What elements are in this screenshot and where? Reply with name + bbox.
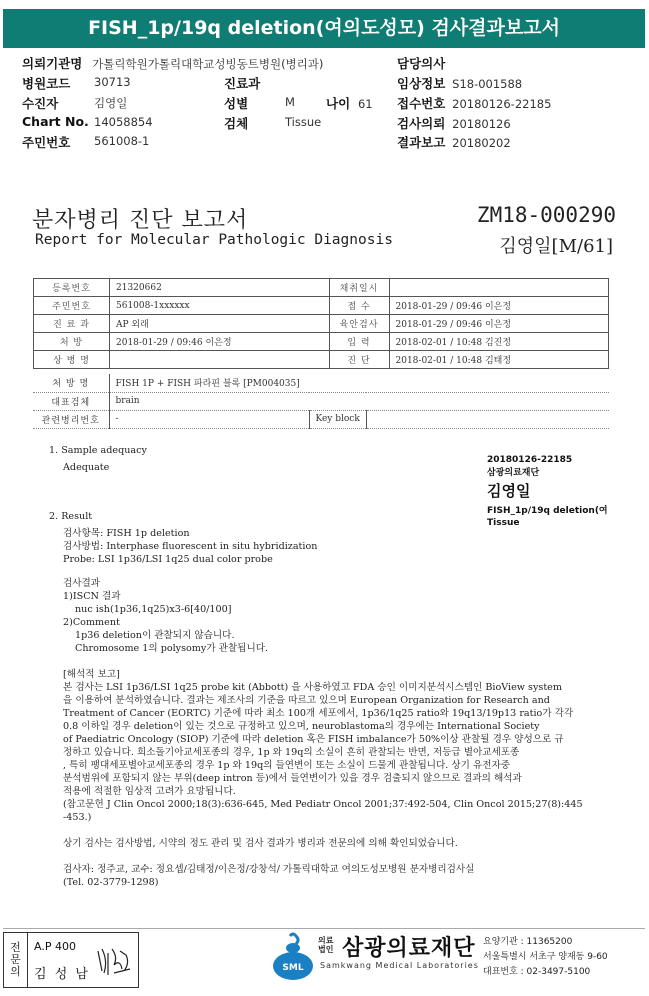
sex-value: M <box>285 95 295 109</box>
addr-line: 요양기관 : 11365200 <box>483 937 573 947</box>
result-title: 검사결과 <box>63 578 101 589</box>
specialist-ap: A.P 400 <box>34 940 76 953</box>
header-clinical: 임상정보 S18-001588 <box>397 76 523 91</box>
comment-line-1: 1p36 deletion이 관찰되지 않습니다. <box>75 630 235 641</box>
comment-line-2: Chromosome 1의 polysomy가 관찰됩니다. <box>75 643 269 654</box>
comment-title: 2)Comment <box>63 617 120 628</box>
test-item: 검사항목: FISH 1p deletion <box>63 528 190 539</box>
interp-line: , 특히 팽대세포별아교세포종의 경우 1p 와 19q의 들연변이 또는 소실이 드물게 관찰됩니다. 상기 유전자중 <box>63 760 511 771</box>
zm-number: ZM18-000290 <box>476 203 616 227</box>
hosp-code-value: 30713 <box>94 75 131 89</box>
examiner: 검사자: 정주교, 교수: 정요셉/김태정/이은정/강창석/ 가톨릭대학교 여의도성모병원 분자병리검사실 <box>63 864 475 875</box>
signature-image <box>94 943 134 979</box>
header-sex: 성별 <box>224 96 249 111</box>
specialist-box <box>3 932 139 988</box>
test-probe: Probe: LSI 1p36/LSI 1q25 dual color probe <box>63 554 273 565</box>
header-dept: 진료과 <box>224 76 261 91</box>
chart-value: 14058854 <box>94 115 153 129</box>
table-row: 진 료 과 AP 외래 육안검사 2018-01-29 / 09:46 이은정 <box>34 315 609 333</box>
section-result: 2. Result <box>49 511 93 522</box>
page-title: FISH_1p/19q deletion(여의도성모) 검사결과보고서 <box>3 9 645 48</box>
specimen-label-stamp: 20180126-22185 삼광의료재단 김영일 FISH_1p/19q deletion(여 Tissue <box>487 455 608 528</box>
interp-line: -453.) <box>63 812 92 823</box>
interp-line: of Paediatric Oncology (SIOP) 기준에 따라 deletion 혹은 FISH imbalance가 50%이상 관찰될 경우 양성으로 규 <box>63 734 564 745</box>
patient-value: 김영일 <box>94 96 128 110</box>
interp-line: 을 이용하여 분석하였습니다. 결과는 제조사의 기준을 따르고 있으며 European Organization for Research and <box>63 695 550 706</box>
header-req-date: 검사의뢰 20180126 <box>397 116 511 131</box>
table-row: 상 병 명 진 단 2018-02-01 / 10:48 김태정 <box>34 351 609 369</box>
sml-logo-icon <box>270 930 316 982</box>
id-value: 561008-1 <box>94 134 150 148</box>
interp-line: 정하고 있습니다. 희소돌기아교세포종의 경우, 1p 와 19q의 소실이 흔히 관찰되는 반면, 저등급 별아교세포종 <box>63 747 520 758</box>
logo-small-label: 의료 법인 <box>318 936 334 954</box>
iscn-title: 1)ISCN 결과 <box>63 591 121 602</box>
footer-address <box>483 935 608 980</box>
table-row: 처 방 2018-01-29 / 09:46 이은정 입 력 2018-02-01 / 10:48 김진정 <box>34 333 609 351</box>
report-title-en: Report for Molecular Pathologic Diagnosis <box>35 232 393 248</box>
interp-line: 0.8 이하일 경우 deletion이 있는 것으로 규정하고 있으며, neuroblastoma의 경우에는 International Society <box>63 721 540 732</box>
header-age: 나이 61 <box>326 96 373 111</box>
interp-line: 적용에 적절한 임상적 고려가 요망됩니다. <box>63 786 236 797</box>
logo-name: 삼광의료재단 <box>342 936 476 961</box>
interp-line: Treatment of Cancer (EORTC) 기준에 따라 최소 100개 세포에서, 1p36/1q25 ratio와 19q13/19p13 ratio가 각각 <box>63 708 574 719</box>
specialist-name: 김 성 남 <box>34 967 90 982</box>
svg-text:SML: SML <box>282 963 304 973</box>
report-title-ko: 분자병리 진단 보고서 <box>32 208 249 233</box>
confirm-statement: 상기 검사는 검사방법, 시약의 정도 관리 및 검사 결과가 병리과 전문의에 의해 확인되었습니다. <box>63 838 458 849</box>
interp-title: [해석적 보고] <box>63 669 120 680</box>
iscn-value: nuc ish(1p36,1q25)x3-6[40/100] <box>75 604 232 615</box>
header-doctor: 담당의사 <box>397 56 446 71</box>
header-patient: 수진자 <box>22 96 59 111</box>
info-table <box>33 278 609 369</box>
table-row: 처 방 명 FISH 1P + FISH 파라핀 블록 [PM004035] <box>33 374 609 392</box>
interp-line: 본 검사는 LSI 1p36/LSI 1q25 probe kit (Abbott) 을 사용하였고 FDA 승인 이미지분석시스템인 BioView system <box>63 682 562 693</box>
logo-en: Samkwang Medical Laboratories <box>320 961 479 970</box>
test-method: 검사방법: Interphase fluorescent in situ hybridization <box>63 541 318 552</box>
interp-line: 분석범위에 포함되지 않는 부위(deep intron 등)에서 들연변이가 있을 경우 검출되지 않으므로 결과의 해석과 <box>63 773 522 784</box>
header-id: 주민번호 <box>22 135 71 150</box>
interp-line: (참고문헌 J Clin Oncol 2000;18(3):636-645, Med Pediatr Oncol 2001;37:492-504, Clin Oncol 2015;27(8):445 <box>63 799 583 810</box>
header-req-inst: 의뢰기관명 가톨릭학원가톨릭대학교성빙동트병원(병리과) <box>22 56 324 71</box>
table-row: 등록번호 21320662 채취일시 <box>34 279 609 297</box>
header-receipt: 접수번호 20180126-22185 <box>397 96 552 111</box>
table-row: 관련병리번호 - Key block <box>33 410 609 428</box>
header-hosp-code: 병원코드 <box>22 76 71 91</box>
specialist-side-label: 전 문 의 <box>4 933 28 987</box>
sample-adequacy-value: Adequate <box>63 462 110 473</box>
header-chart: Chart No. <box>22 114 89 129</box>
zm-patient: 김영일[M/61] <box>499 236 613 257</box>
telephone: (Tel. 02-3779-1298) <box>63 877 159 888</box>
table-row: 대표검체 brain <box>33 392 609 410</box>
order-table <box>33 374 609 429</box>
addr-line: 대표번호 : 02-3497-5100 <box>483 967 591 977</box>
specimen-value: Tissue <box>285 115 322 129</box>
section-sample-adequacy: 1. Sample adequacy <box>49 445 147 456</box>
addr-line: 서울특별시 서초구 양재동 9-60 <box>483 952 608 962</box>
header-report: 결과보고 20180202 <box>397 135 511 150</box>
header-specimen: 검체 <box>224 116 249 131</box>
table-row: 주민번호 561008-1xxxxxx 접 수 2018-01-29 / 09:46 이은정 <box>34 297 609 315</box>
